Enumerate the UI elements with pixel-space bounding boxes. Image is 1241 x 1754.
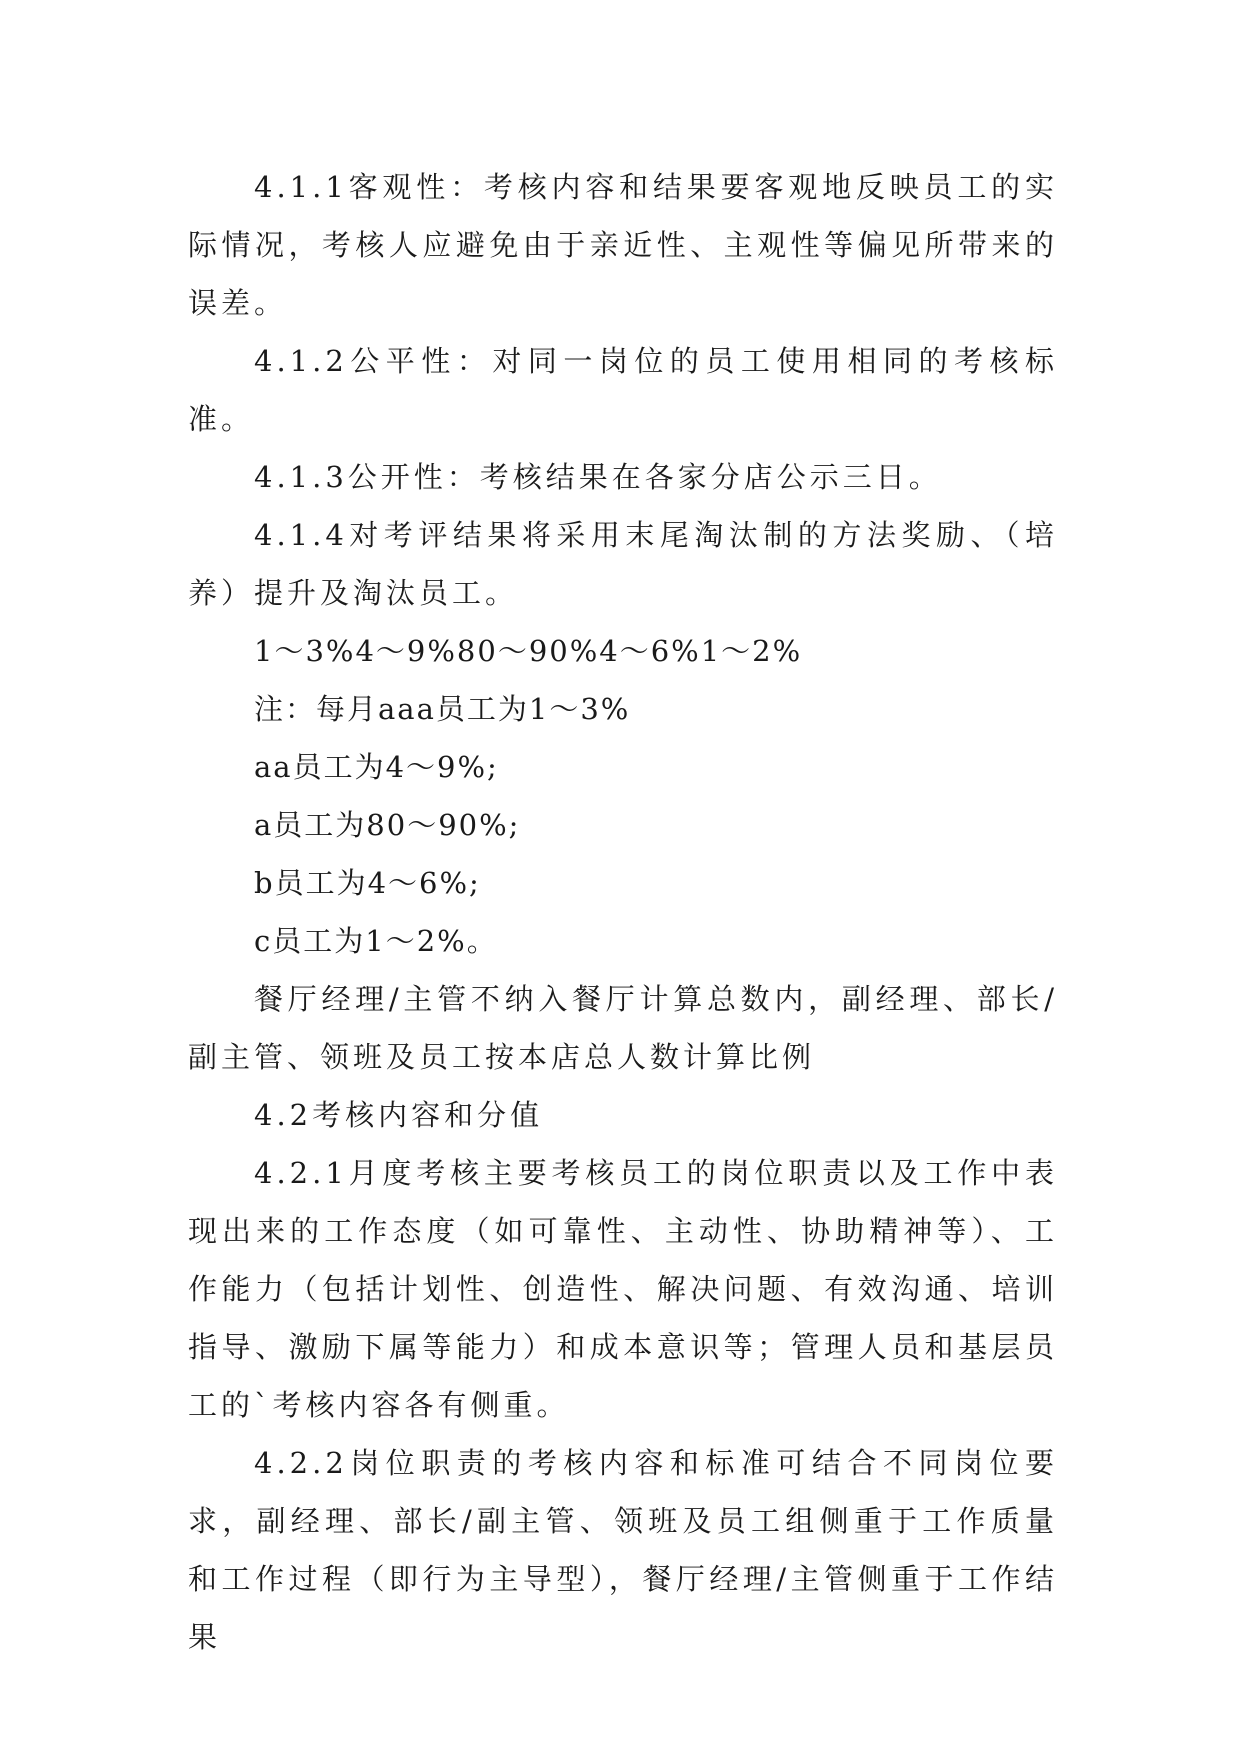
paragraph-4-2-2: 4.2.2岗位职责的考核内容和标准可结合不同岗位要求，副经理、部长/副主管、领班及员工组侧重于工作质量和工作过程（即行为主导型），餐厅经理/主管侧重于工作结果 (188, 1446, 1058, 1654)
paragraph-ratio-summary: 1～3%4～9%80～90%4～6%1～2% (254, 634, 803, 668)
paragraph-note-b: b员工为4～6%; (254, 866, 481, 900)
paragraph-4-1-2: 4.1.2公平性：对同一岗位的员工使用相同的考核标准。 (188, 344, 1058, 436)
paragraph-note-a: a员工为80～90%; (254, 808, 521, 842)
paragraph-4-2-1: 4.2.1月度考核主要考核员工的岗位职责以及工作中表现出来的工作态度（如可靠性、主动性、协助精神等）、工作能力（包括计划性、创造性、解决问题、有效沟通、培训指导、激励下属等能力）和成本意识等；管理人员和基层员工的`考核内容各有侧重。 (188, 1156, 1058, 1422)
paragraph-4-1-3: 4.1.3公开性：考核结果在各家分店公示三日。 (254, 460, 942, 494)
paragraph-4-1-4: 4.1.4对考评结果将采用末尾淘汰制的方法奖励、（培养）提升及淘汰员工。 (188, 518, 1058, 610)
paragraph-note-aaa: 注：每月aaa员工为1～3% (254, 692, 631, 726)
paragraph-note-aa: aa员工为4～9%; (254, 750, 499, 784)
paragraph-4-1-1: 4.1.1客观性：考核内容和结果要客观地反映员工的实际情况，考核人应避免由于亲近性、主观性等偏见所带来的误差。 (188, 170, 1058, 320)
heading-4-2: 4.2考核内容和分值 (254, 1098, 544, 1132)
paragraph-manager-exclusion: 餐厅经理/主管不纳入餐厅计算总数内，副经理、部长/副主管、领班及员工按本店总人数计算比例 (188, 982, 1058, 1074)
document-page (188, 158, 1058, 1666)
paragraph-note-c: c员工为1～2%。 (254, 924, 498, 958)
